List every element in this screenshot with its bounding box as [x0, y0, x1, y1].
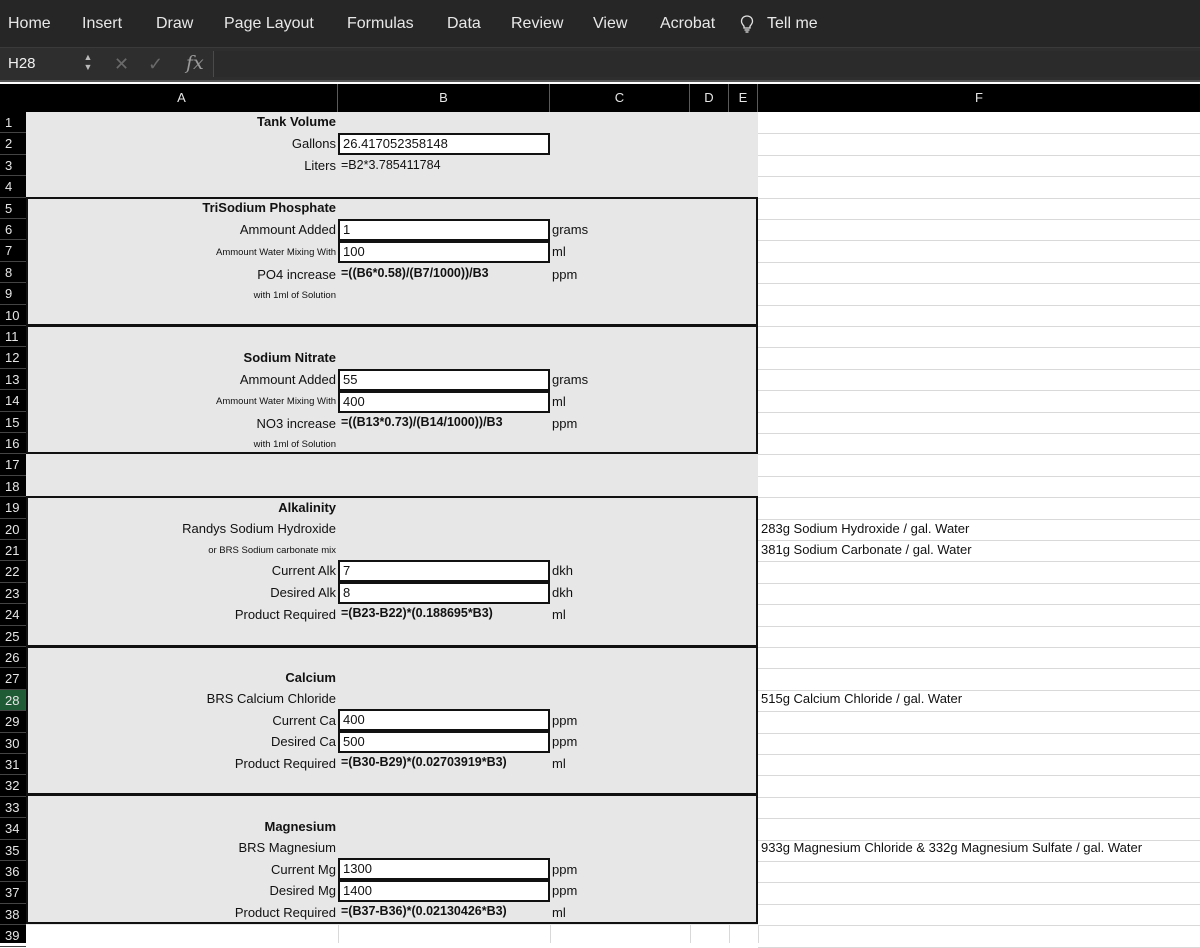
column-header-e[interactable]: E — [729, 84, 758, 112]
row-header[interactable]: 11 — [0, 326, 26, 347]
gridline — [758, 861, 1200, 862]
tab-view[interactable]: View — [593, 15, 628, 32]
gallons-label: Gallons — [291, 136, 336, 151]
formula-bar — [0, 48, 1200, 82]
po4-increase-formula[interactable]: =((B6*0.58)/(B7/1000))/B3 — [341, 266, 489, 280]
gridline — [758, 904, 1200, 905]
row-header[interactable]: 7 — [0, 240, 26, 261]
column-header-b[interactable]: B — [338, 84, 550, 112]
desired-mg-unit: ppm — [552, 883, 578, 898]
row-header[interactable]: 21 — [0, 540, 26, 561]
no3-increase-unit: ppm — [552, 416, 578, 431]
trisodium-water-label: Ammount Water Mixing With — [215, 247, 336, 258]
desired-alk-unit: dkh — [552, 585, 573, 600]
gridline — [758, 412, 1200, 413]
row-headers — [0, 112, 26, 943]
liters-label: Liters — [304, 158, 336, 173]
trisodium-amount-unit: grams — [552, 222, 589, 237]
calcium-product: BRS Calcium Chloride — [206, 691, 336, 706]
row-header[interactable]: 25 — [0, 626, 26, 647]
col-e-divider — [729, 925, 730, 943]
desired-mg-input[interactable]: 1400 — [338, 880, 550, 902]
row-header[interactable]: 19 — [0, 497, 26, 518]
row-header[interactable]: 34 — [0, 818, 26, 839]
row-header[interactable]: 32 — [0, 775, 26, 796]
tab-acrobat[interactable]: Acrobat — [660, 15, 716, 32]
alk-product-required-label: Product Required — [234, 607, 336, 622]
gallons-input[interactable]: 26.417052358148 — [338, 133, 550, 155]
trisodium-title: TriSodium Phosphate — [202, 200, 336, 215]
row-header[interactable]: 22 — [0, 561, 26, 582]
tab-insert[interactable]: Insert — [82, 15, 123, 32]
row-header[interactable]: 5 — [0, 198, 26, 219]
row-header[interactable]: 24 — [0, 604, 26, 625]
po4-increase-label: PO4 increase — [257, 267, 336, 282]
desired-ca-label: Desired Ca — [270, 734, 336, 749]
row-header[interactable]: 20 — [0, 519, 26, 540]
tank-volume-title: Tank Volume — [257, 114, 336, 129]
gridline — [758, 176, 1200, 177]
ribbon — [0, 0, 1200, 48]
magnesium-note: 933g Magnesium Chloride & 332g Magnesium Sulfate / gal. Water — [761, 840, 1143, 855]
gridline — [758, 775, 1200, 776]
row-header[interactable]: 26 — [0, 647, 26, 668]
gridline — [758, 433, 1200, 434]
magnesium-title: Magnesium — [264, 819, 336, 834]
magnesium-product: BRS Magnesium — [238, 840, 336, 855]
trisodium-note: with 1ml of Solution — [253, 290, 336, 301]
current-alk-input[interactable]: 7 — [338, 560, 550, 582]
gridline — [758, 947, 1200, 948]
col-c-divider — [550, 925, 551, 943]
current-mg-unit: ppm — [552, 862, 578, 877]
row-header[interactable]: 31 — [0, 754, 26, 775]
confirm-edit-icon[interactable]: ✓ — [148, 54, 164, 74]
current-mg-label: Current Mg — [270, 862, 336, 877]
gridline — [758, 797, 1200, 798]
row-header[interactable]: 35 — [0, 840, 26, 861]
desired-mg-label: Desired Mg — [269, 883, 336, 898]
nitrate-water-label: Ammount Water Mixing With — [215, 396, 336, 407]
row-header[interactable]: 15 — [0, 412, 26, 433]
gridline — [758, 754, 1200, 755]
col-b-divider — [338, 925, 339, 943]
alkalinity-product: Randys Sodium Hydroxide — [182, 521, 336, 536]
nitrate-water-unit: ml — [552, 394, 566, 409]
row-header[interactable]: 33 — [0, 797, 26, 818]
row-header[interactable]: 39 — [0, 925, 26, 946]
gridline — [758, 647, 1200, 648]
nitrate-water-input[interactable]: 400 — [338, 391, 550, 413]
row-header[interactable]: 1 — [0, 112, 26, 133]
gridline — [758, 519, 1200, 520]
row-header[interactable]: 6 — [0, 219, 26, 240]
tab-home[interactable]: Home — [8, 15, 51, 32]
cancel-edit-icon[interactable]: ✕ — [114, 54, 130, 74]
row-header[interactable]: 37 — [0, 882, 26, 903]
current-ca-label: Current Ca — [272, 713, 336, 728]
tell-me-search[interactable]: Tell me — [767, 15, 818, 32]
row-header[interactable]: 17 — [0, 454, 26, 475]
gridline — [758, 305, 1200, 306]
desired-alk-label: Desired Alk — [270, 585, 336, 600]
mg-product-required-formula[interactable]: =(B37-B36)*(0.02130426*B3) — [341, 904, 507, 918]
gridline — [758, 198, 1200, 199]
nitrate-amount-input[interactable]: 55 — [338, 369, 550, 391]
row-header[interactable]: 8 — [0, 262, 26, 283]
desired-ca-input[interactable]: 500 — [338, 731, 550, 753]
sheet-grid[interactable] — [26, 112, 1200, 943]
row-header[interactable]: 2 — [0, 133, 26, 154]
row-header[interactable]: 16 — [0, 433, 26, 454]
calcium-title: Calcium — [285, 670, 336, 685]
row-header[interactable]: 3 — [0, 155, 26, 176]
formula-input[interactable] — [213, 51, 1200, 77]
ca-product-required-unit: ml — [552, 756, 566, 771]
trisodium-amount-label: Ammount Added — [239, 222, 336, 237]
alkalinity-title: Alkalinity — [278, 500, 336, 515]
no3-increase-label: NO3 increase — [256, 416, 336, 431]
row-header[interactable]: 36 — [0, 861, 26, 882]
gridline — [758, 561, 1200, 562]
row-header[interactable]: 18 — [0, 476, 26, 497]
current-ca-input[interactable]: 400 — [338, 709, 550, 731]
gridline — [758, 925, 1200, 926]
gridline — [758, 155, 1200, 156]
gridline — [758, 369, 1200, 370]
row-header[interactable]: 10 — [0, 305, 26, 326]
gridline — [758, 818, 1200, 819]
lightbulb-icon — [740, 15, 754, 33]
row-header[interactable]: 14 — [0, 390, 26, 411]
insert-function-icon[interactable]: fx — [186, 52, 204, 74]
no3-increase-formula[interactable]: =((B13*0.73)/(B14/1000))/B3 — [341, 415, 503, 429]
alk-product-required-formula[interactable]: =(B23-B22)*(0.188695*B3) — [341, 606, 493, 620]
gridline — [758, 133, 1200, 134]
current-alk-unit: dkh — [552, 563, 573, 578]
gridline — [758, 668, 1200, 669]
gridline — [758, 454, 1200, 455]
col-f-divider — [758, 925, 759, 943]
current-ca-unit: ppm — [552, 713, 578, 728]
row-header[interactable]: 13 — [0, 369, 26, 390]
name-box-stepper-icon[interactable]: ▲ ▼ — [83, 52, 93, 72]
tab-draw[interactable]: Draw — [156, 15, 194, 32]
nitrate-amount-label: Ammount Added — [239, 372, 336, 387]
row-header[interactable]: 30 — [0, 733, 26, 754]
gridline — [758, 711, 1200, 712]
column-header-a[interactable]: A — [26, 84, 338, 112]
nitrate-amount-unit: grams — [552, 372, 589, 387]
po4-increase-unit: ppm — [552, 267, 578, 282]
row-header[interactable]: 38 — [0, 904, 26, 925]
row-header[interactable]: 27 — [0, 668, 26, 689]
gridline — [758, 219, 1200, 220]
trisodium-amount-input[interactable]: 1 — [338, 219, 550, 241]
tab-review[interactable]: Review — [511, 15, 564, 32]
row-header[interactable]: 4 — [0, 176, 26, 197]
gridline — [758, 262, 1200, 263]
liters-formula[interactable]: =B2*3.785411784 — [341, 158, 441, 172]
gridline — [758, 283, 1200, 284]
row-header[interactable]: 29 — [0, 711, 26, 732]
desired-alk-input[interactable]: 8 — [338, 582, 550, 604]
tab-data[interactable]: Data — [447, 15, 481, 32]
trisodium-water-input[interactable]: 100 — [338, 241, 550, 263]
mg-product-required-unit: ml — [552, 905, 566, 920]
alkalinity-note-2: 381g Sodium Carbonate / gal. Water — [761, 542, 972, 557]
gridline — [758, 626, 1200, 627]
ca-product-required-formula[interactable]: =(B30-B29)*(0.02703919*B3) — [341, 755, 507, 769]
current-alk-label: Current Alk — [271, 563, 336, 578]
name-box[interactable]: H28 — [8, 55, 36, 72]
mg-product-required-label: Product Required — [234, 905, 336, 920]
gridline — [758, 326, 1200, 327]
tab-page-layout[interactable]: Page Layout — [224, 15, 314, 32]
alkalinity-product-alt: or BRS Sodium carbonate mix — [208, 545, 336, 556]
nitrate-note: with 1ml of Solution — [253, 439, 336, 450]
col-d-divider — [690, 925, 691, 943]
gridline — [758, 583, 1200, 584]
calcium-note: 515g Calcium Chloride / gal. Water — [761, 691, 963, 706]
column-header-d[interactable]: D — [690, 84, 729, 112]
gridline — [758, 390, 1200, 391]
trisodium-water-unit: ml — [552, 244, 566, 259]
column-header-f[interactable]: F — [975, 90, 983, 105]
gridline — [758, 497, 1200, 498]
nitrate-title: Sodium Nitrate — [243, 350, 336, 365]
tab-formulas[interactable]: Formulas — [347, 15, 414, 32]
alkalinity-note-1: 283g Sodium Hydroxide / gal. Water — [761, 521, 970, 536]
column-header-c[interactable]: C — [550, 84, 690, 112]
gridline — [758, 604, 1200, 605]
gridline — [758, 476, 1200, 477]
alk-product-required-unit: ml — [552, 607, 566, 622]
gridline — [758, 347, 1200, 348]
gridline — [758, 540, 1200, 541]
gridline — [758, 882, 1200, 883]
gridline — [758, 733, 1200, 734]
row-header[interactable]: 9 — [0, 283, 26, 304]
current-mg-input[interactable]: 1300 — [338, 858, 550, 880]
ca-product-required-label: Product Required — [234, 756, 336, 771]
row-header[interactable]: 23 — [0, 583, 26, 604]
row-header[interactable]: 28 — [0, 690, 26, 711]
desired-ca-unit: ppm — [552, 734, 578, 749]
gridline — [758, 240, 1200, 241]
column-headers — [0, 84, 1200, 112]
row-header[interactable]: 12 — [0, 347, 26, 368]
